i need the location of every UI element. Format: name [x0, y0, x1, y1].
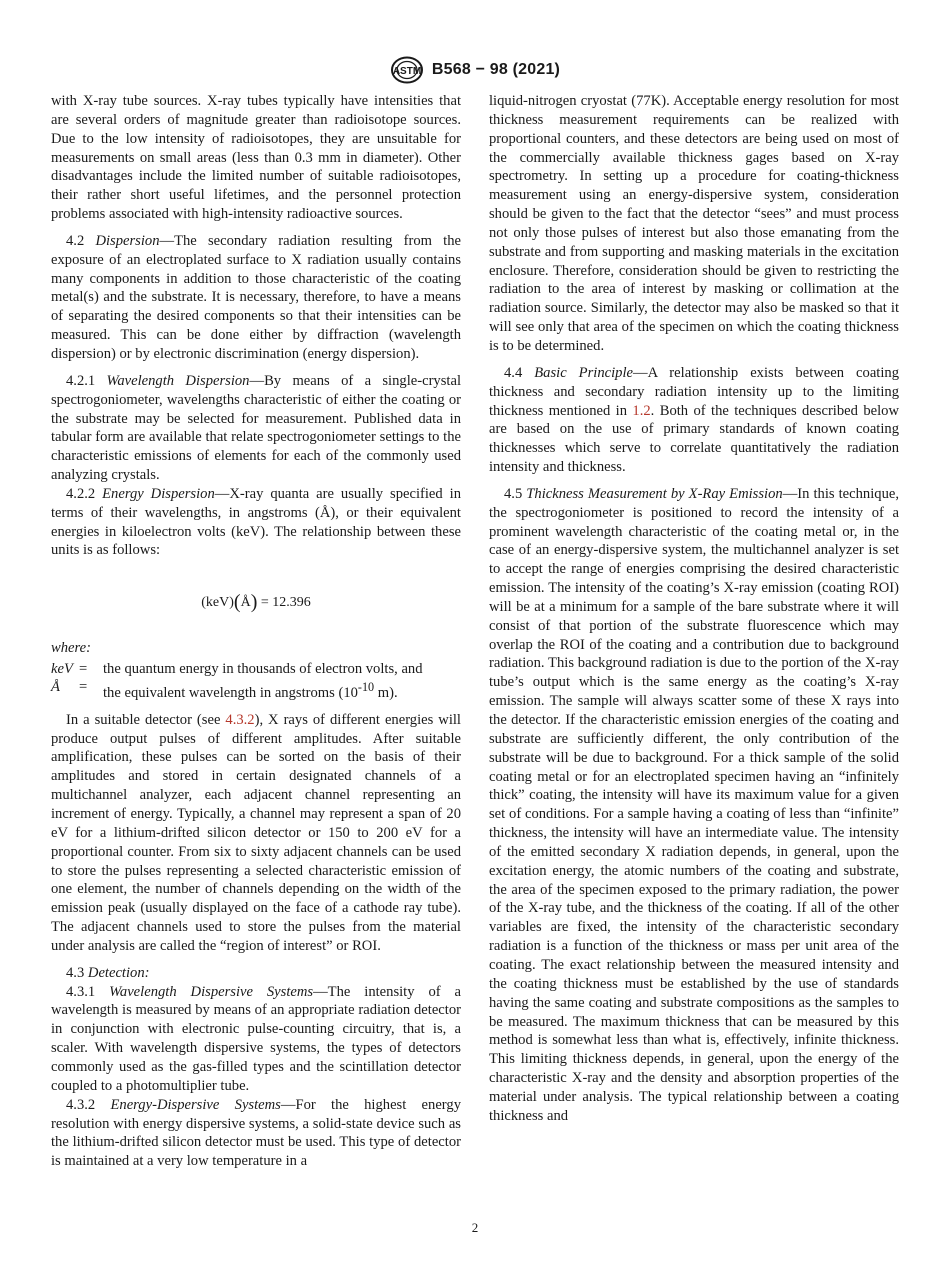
section-4-3-1 [51, 983, 461, 1096]
section-number: 4.2 [66, 232, 85, 249]
section-body: —X-ray quanta are usually specified in terms of their wavelengths, in angstroms (Å), or their equivalent energies in kiloelectron volts (keV). The relationship between these units is as follows: [51, 485, 461, 559]
section-body: —In this technique, the spectrogoniometer is positioned to record the intensity of a prominent wavelength characteristic of the coating metal or, in the case of an energy-dispersive system, the multichannel analyzer is set to accept the range of energies comprising the desired characteristic emission. The intensity of the coating’s X-ray emission (coating ROI) will be at a minimum for a sample of the bare substrate where it will consist of that portion of the substrate fluorescence which may overlap the ROI of the coating and a contribution due to background radiation. This background radiation is due to the portion of the X-ray tube’s output which is the same energy as the coating’s X-ray emission. The sample will always scatter some of these X rays into the detector. If the characteristic emission energies of the coating and substrate are sufficiently different, the only contribution of the substrate will be due to background. For a thick sample of the solid coating metal or for an electroplated specimen having an “infinitely thick” coating, the intensity will have its maximum value for a given set of conditions. For a sample having a coating of less than “infinite” thickness, the intensity will have an intermediate value. The intensity of the emitted secondary X radiation depends, in general, upon the excitation energy, the atomic numbers of the coating and substrate, the area of the specimen exposed to the primary radiation, the power of the X-ray tube, and the thickness of the coating. If all of the other variables are fixed, the intensity of the characteristic secondary radiation is a function of the thickness or mass per unit area of the coating. The exact relationship between the measured intensity and the coating thickness must be established by the use of standards having the same coating and substrate compositions as the samples to be measured. The maximum thickness that can be measured by this method is somewhat less than what is, effectively, infinite thickness. This limiting thickness depends, in general, upon the energy of the characteristic X-ray and the density and absorption properties of the material under analysis. The typical relationship between a coating thickness and [489, 485, 899, 1124]
section-4-3 [51, 964, 461, 983]
section-number: 4.3.2 [66, 1096, 96, 1113]
section-number: 4.2.2 [66, 485, 96, 502]
text-part: ), X rays of different energies will produce output pulses of different amplitudes. After suitable amplification, these pulses can be sorted on the basis of their amplitudes and stored in certain designated channels of a multichannel analyzer, each adjacent channel representing an increment of energy. Typically, a channel may represent a span of 20 eV for a lithium-drifted silicon detector or 150 to 200 eV for a proportional counter. From six to sixty adjacent channels can be used to store the pulses representing a selected characteristic emission of one element, the number of channels depending on the width of the emission peak (usually displayed on the face of a cathode ray tube). The adjacent channels used to store the pulses from the material under analysis are called the “region of interest” or ROI. [51, 711, 461, 954]
standard-designation: B568 − 98 (2021) [431, 61, 561, 78]
section-body: —A relationship exists between coating thickness and secondary radiation intensity up to the limiting thickness mentioned in [489, 364, 899, 419]
section-title: Energy Dispersion [102, 485, 215, 502]
paragraph-cryostat-continuation: liquid-nitrogen cryostat (77K). Acceptable energy resolution for most thickness measurement requirements can be realized with proportional counters, and these detectors are being used on most of the commercially available thickness gages based on X-ray spectrometry. In setting up a procedure for coating-thickness measurement using an energy-dispersive system, consideration should be given to the fact that the detector “sees” and must process not only those pulses of interest but also those emanating from the substrate and from supporting and masking materials in the excitation enclosure. Therefore, consideration should be given to restricting the radiation to the area of interest by masking or collimation at the radiation source. Similarly, the detector may also be masked so that it will see only that area of the specimen on which the coating thickness is to be determined. [489, 93, 899, 354]
equation-left: (keV) [201, 595, 234, 611]
definition-equals: = [79, 679, 88, 696]
definition-row [51, 678, 461, 702]
left-column [51, 92, 461, 1171]
definition-term: Å [51, 679, 60, 696]
section-title: Dispersion [95, 232, 160, 249]
definition-text: the quantum energy in thousands of electron volts, and [103, 660, 423, 677]
section-number: 4.3 [66, 964, 85, 981]
equation-right: = 12.396 [260, 595, 311, 611]
definition-equals: = [79, 660, 88, 677]
section-body: . Both of the techniques described below are based on the use of primary standards of known coating thicknesses which serve to correlate quantitatively the radiation intensity and thickness. [489, 402, 899, 476]
energy-wavelength-equation: (keV)(Å) = 12.396 [201, 591, 311, 614]
section-body: —For the highest energy resolution with energy dispersive systems, a solid-state device such as the lithium-drifted silicon detector must be used. This type of detector is maintained at a very low temperature in a [51, 1096, 462, 1170]
section-title: Wavelength Dispersion [106, 372, 250, 389]
section-4-2 [51, 232, 461, 364]
section-title: Energy-Dispersive Systems [110, 1096, 281, 1113]
section-4-3-2 [51, 1096, 461, 1171]
section-4-2-1 [51, 372, 461, 485]
section-body: —By means of a single-crystal spectrogoniometer, wavelengths characteristic of either the coating or the substrate may be selected for measurement. Published data in tabular form are available that relate spectrogoniometer settings to the characteristic emissions of elements for each of the commonly used analyzing crystals. [51, 372, 461, 484]
svg-text:ASTM: ASTM [392, 66, 422, 77]
section-number: 4.5 [504, 485, 523, 502]
paragraph-radioisotope-continuation: with X-ray tube sources. X-ray tubes typically have intensities that are several orders of magnitude greater than radioisotope sources. Due to the low intensity of radioisotopes, they are unsuitable for measurements on small areas (less than 0.3 mm in diameter). Other disadvantages include the limited number of suitable radioisotopes, their rather short useful lifetimes, and the personnel protection problems associated with high-intensity radioactive sources. [51, 93, 461, 223]
cross-reference-link[interactable]: 1.2 [632, 402, 651, 419]
text-part: In a suitable detector (see [66, 711, 226, 728]
page-header [0, 56, 950, 84]
section-title: Detection: [87, 964, 150, 981]
right-column [489, 92, 899, 1126]
section-4-4 [489, 364, 899, 477]
definition-text-part: m). [374, 685, 398, 702]
definition-list [51, 660, 461, 703]
equation-angstrom: Å [240, 595, 251, 611]
definition-text-part: the equivalent wavelength in angstroms (10 [103, 685, 358, 702]
section-number: 4.2.1 [66, 372, 96, 389]
paragraph-detector-pulses [51, 711, 461, 956]
definition-row [51, 660, 461, 679]
exponent: -10 [357, 680, 375, 695]
where-label: where: [51, 640, 91, 657]
astm-logo-icon [390, 56, 424, 84]
section-title: Basic Principle [534, 364, 633, 381]
definition-text [103, 678, 461, 702]
page-number: 2 [471, 1220, 479, 1235]
section-number: 4.3.1 [66, 983, 96, 1000]
section-body: —The intensity of a wavelength is measured by means of an appropriate radiation detector in conjunction with electronic pulse-counting circuitry, that is, a scaler. With wavelength dispersive systems, the types of detectors commonly used as the gas-filled types and the scintillation detector coupled to a photomultiplier tube. [51, 983, 461, 1094]
section-title: Wavelength Dispersive Systems [109, 983, 314, 1000]
definition-term: keV [51, 660, 73, 677]
section-body: —The secondary radiation resulting from the exposure of an electroplated surface to X radiation usually contains many components in addition to those characteristic of the coating metal(s) and the substrate. It is necessary, therefore, to have a means of separating the desired components so that their intensities can be measured. This can be done either by diffraction (wavelength dispersion) or by electronic discrimination (energy dispersion). [51, 232, 461, 362]
section-4-2-2 [51, 485, 461, 560]
section-number: 4.4 [504, 364, 523, 381]
section-4-5 [489, 485, 899, 1126]
cross-reference-link[interactable]: 4.3.2 [225, 711, 255, 728]
section-title: Thickness Measurement by X-Ray Emission [526, 485, 783, 502]
